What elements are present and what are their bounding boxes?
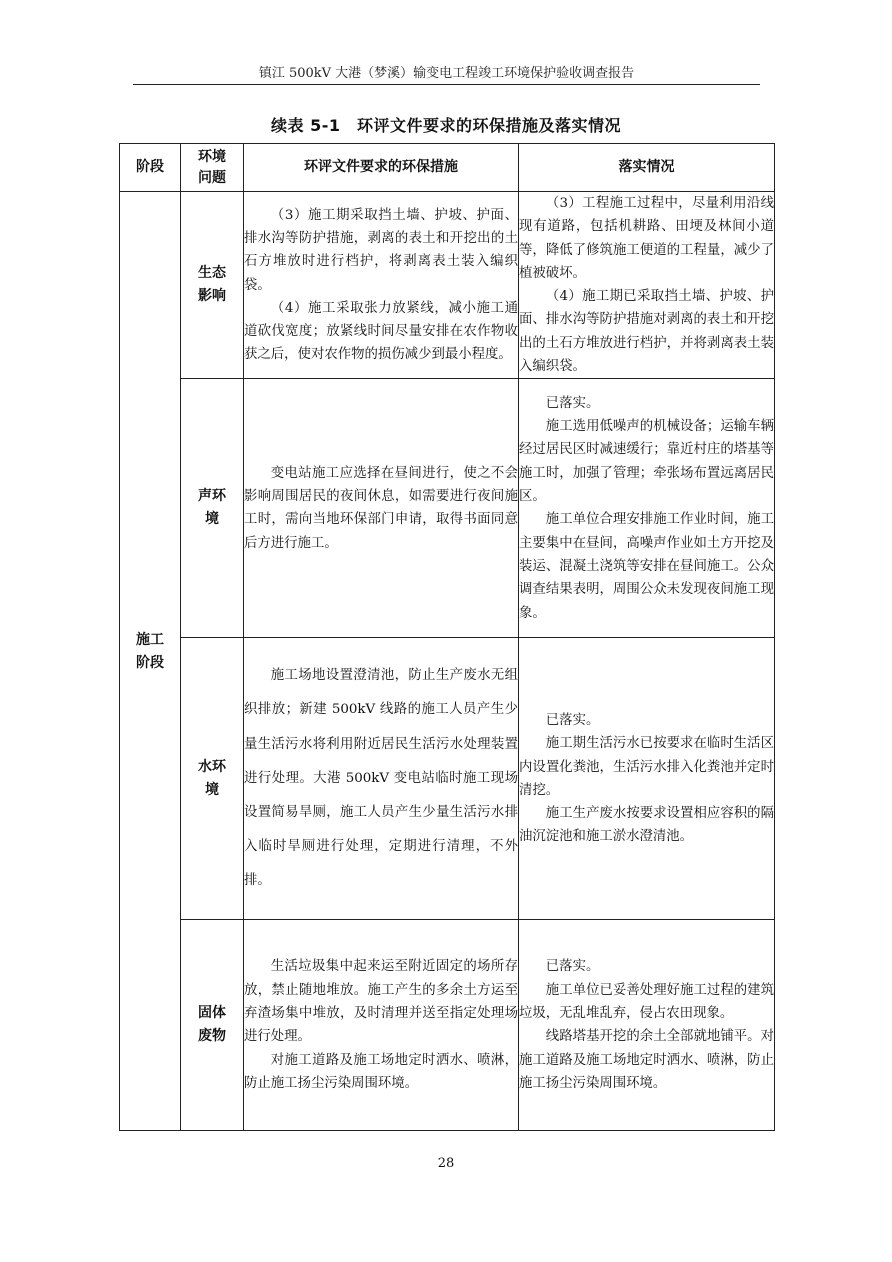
column-header-implementation: 落实情况 — [519, 144, 775, 192]
stage-label-line2: 阶段 — [136, 655, 164, 672]
issue-cell — [181, 638, 244, 920]
issue-label-line2: 废物 — [198, 1028, 226, 1045]
implementation-cell — [519, 638, 775, 920]
issue-label-line1: 水环 — [198, 758, 226, 775]
requirement-paragraph: 变电站施工应选择在昼间进行，使之不会影响周围居民的夜间休息，如需要进行夜间施工时，需向当地环保部门申请，取得书面同意后方进行施工。 — [244, 465, 518, 551]
implementation-paragraph: （3）工程施工过程中，尽量利用沿线现有道路，包括机耕路、田埂及林间小道等，降低了修筑施工便道的工程量，减少了植被破坏。 — [519, 196, 774, 281]
issue-label-line1: 声环 — [198, 488, 226, 505]
table-row-noise — [120, 379, 775, 638]
implementation-paragraph: 施工生产废水按要求设置相应容积的隔油沉淀池和施工淤水澄清池。 — [519, 806, 774, 845]
implementation-cell — [519, 920, 775, 1131]
table-caption: 续表 5-1 环评文件要求的环保措施及落实情况 — [271, 116, 621, 135]
table-row-ecology — [120, 192, 775, 379]
issue-label-line1: 固体 — [198, 1005, 226, 1022]
requirements-cell — [244, 192, 519, 379]
page-number: 28 — [437, 1156, 455, 1171]
implementation-paragraph: 施工单位已妥善处理好施工过程的建筑垃圾，无乱堆乱弃，侵占农田现象。 — [519, 982, 774, 1022]
implementation-paragraph: 已落实。 — [545, 959, 600, 975]
requirements-cell — [244, 638, 519, 920]
requirements-cell — [244, 920, 519, 1131]
issue-label-line2: 影响 — [198, 288, 226, 305]
requirement-paragraph: 对施工道路及施工场地定时洒水、喷淋，防止施工扬尘污染周围环境。 — [244, 1052, 518, 1091]
issue-label-line1: 生态 — [198, 265, 226, 282]
stage-label-line1: 施工 — [136, 632, 164, 649]
issue-cell — [181, 192, 244, 379]
requirement-paragraph: （4）施工采取张力放紧线，减小施工通道砍伐宽度；放紧线时间尽量安排在农作物收获之后，使对农作物的损伤减少到最小程度。 — [244, 300, 518, 363]
issue-cell — [181, 920, 244, 1131]
issue-label-line2: 境 — [205, 511, 219, 528]
requirement-paragraph: 生活垃圾集中起来运至附近固定的场所存放，禁止随地堆放。施工产生的多余土方运至弃渣场集中堆放，及时清理并送至指定处理场进行处理。 — [244, 959, 518, 1045]
column-header-stage: 阶段 — [120, 144, 181, 192]
implementation-paragraph: 施工单位合理安排施工作业时间，施工主要集中在昼间，高噪声作业如土方开挖及装运、混凝土浇筑等安排在昼间施工。公众调查结果表明，周围公众未发现夜间施工现象。 — [519, 512, 774, 621]
implementation-cell — [519, 192, 775, 379]
column-header-issue — [181, 144, 244, 192]
implementation-paragraph: 施工期生活污水已按要求在临时生活区内设置化粪池，生活污水排入化粪池并定时清挖。 — [519, 736, 774, 798]
implementation-paragraph: 已落实。 — [545, 395, 600, 411]
stage-cell — [120, 192, 181, 1131]
column-header-requirements: 环评文件要求的环保措施 — [244, 144, 519, 192]
measures-table — [119, 143, 775, 1131]
requirement-paragraph: （3）施工期采取挡土墙、护坡、护面、排水沟等防护措施，剥离的表土和开挖出的土石方堆放时进行档护，将剥离表土装入编织袋。 — [244, 207, 518, 293]
table-row-solid-waste — [120, 920, 775, 1131]
column-header-issue-line2: 问题 — [198, 169, 226, 186]
column-header-issue-line1: 环境 — [198, 148, 226, 165]
page-header: 镇江 500kV 大港（梦溪）输变电工程竣工环境保护验收调查报告 — [133, 62, 760, 85]
table-header-row — [120, 144, 775, 192]
requirements-cell — [244, 379, 519, 638]
requirement-paragraph: 施工场地设置澄清池，防止生产废水无组织排放；新建 500kV 线路的施工人员产生少量生活污水将利用附近居民生活污水处理装置进行处理。大港 500kV 变电站临时施工现场设置简易旱厕，施工人员产生少量生活污水排入临时旱厕进行处理，定期进行清理，不外排。 — [244, 668, 518, 889]
implementation-paragraph: 施工选用低噪声的机械设备；运输车辆经过居民区时减速缓行；靠近村庄的塔基等施工时，加强了管理；牵张场布置远离居民区。 — [519, 419, 774, 505]
implementation-paragraph: 已落实。 — [545, 712, 600, 728]
issue-label-line2: 境 — [205, 781, 219, 798]
table-row-water — [120, 638, 775, 920]
issue-cell — [181, 379, 244, 638]
implementation-cell — [519, 379, 775, 638]
implementation-paragraph: （4）施工期已采取挡土墙、护坡、护面、排水沟等防护措施对剥离的表土和开挖出的土石方堆放进行档护，并将剥离表土装入编织袋。 — [519, 289, 774, 375]
implementation-paragraph: 线路塔基开挖的余土全部就地铺平。对施工道路及施工场地定时洒水、喷淋，防止施工扬尘污染周围环境。 — [519, 1029, 774, 1091]
